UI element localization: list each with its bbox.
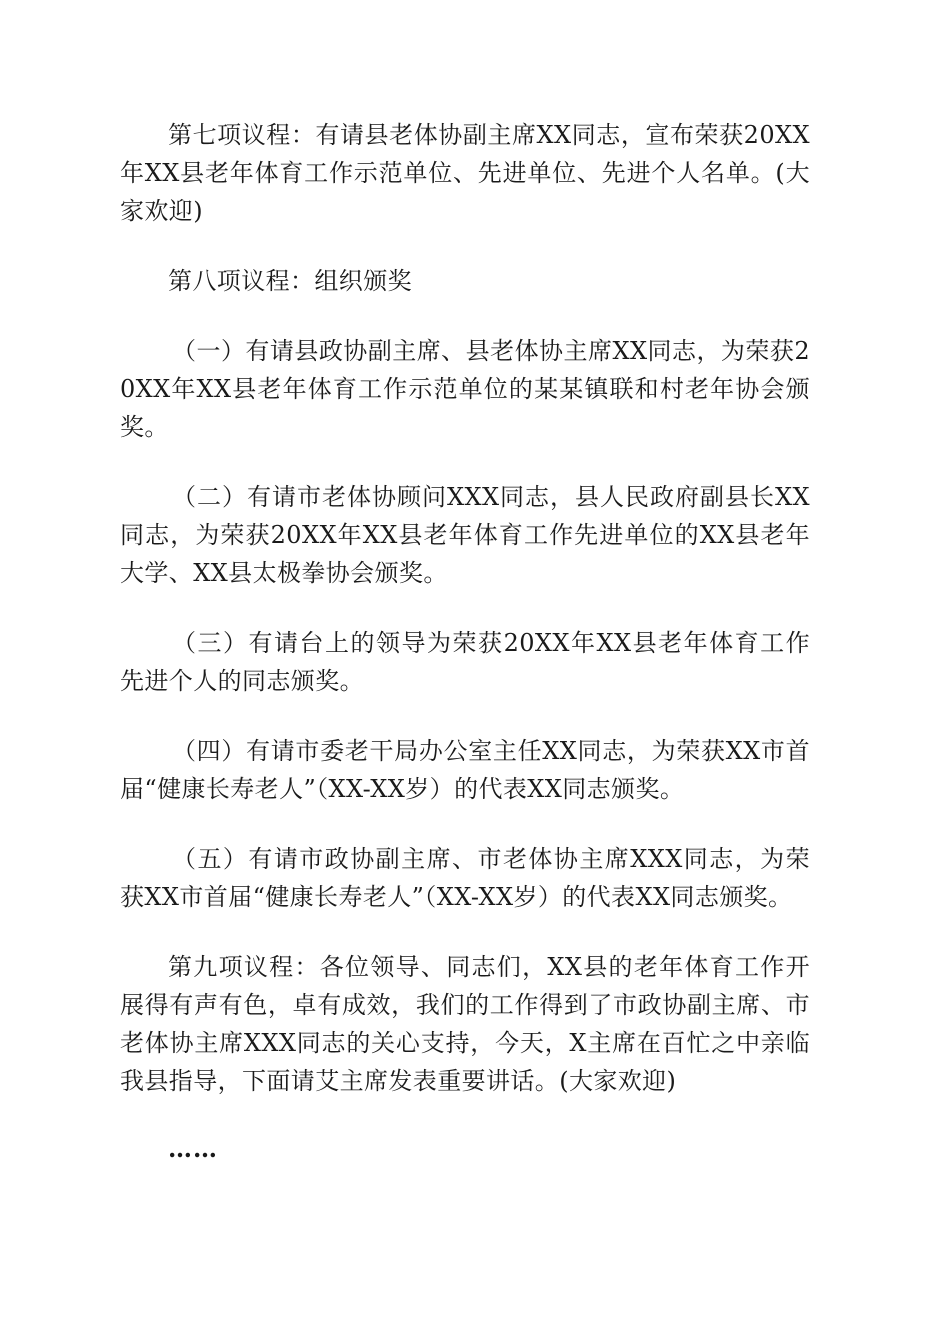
ellipsis: …… (168, 1134, 218, 1163)
agenda-item-8-heading: 第八项议程：组织颁奖 (168, 267, 412, 295)
award-item-4: （四）有请市委老干局办公室主任XX同志，为荣获XX市首届“健康长寿老人”（XX-XX岁）的代表XX同志颁奖。 (120, 737, 810, 803)
award-item-1: （一）有请县政协副主席、县老体协主席XX同志，为荣获20XX年XX县老年体育工作示范单位的某某镇联和村老年协会颁奖。 (120, 337, 810, 441)
document-body (120, 116, 810, 1168)
award-item-5: （五）有请市政协副主席、市老体协主席XXX同志，为荣获XX市首届“健康长寿老人”（XX-XX岁）的代表XX同志颁奖。 (120, 845, 810, 911)
agenda-item-7: 第七项议程：有请县老体协副主席XX同志，宣布荣获20XX年XX县老年体育工作示范单位、先进单位、先进个人名单。(大家欢迎) (120, 121, 810, 225)
agenda-item-9: 第九项议程：各位领导、同志们，XX县的老年体育工作开展得有声有色，卓有成效，我们的工作得到了市政协副主席、市老体协主席XXX同志的关心支持，今天，X主席在百忙之中亲临我县指导，下面请艾主席发表重要讲话。(大家欢迎) (120, 953, 810, 1095)
award-item-2: （二）有请市老体协顾问XXX同志，县人民政府副县长XX同志，为荣获20XX年XX县老年体育工作先进单位的XX县老年大学、XX县太极拳协会颁奖。 (120, 483, 810, 587)
award-item-3: （三）有请台上的领导为荣获20XX年XX县老年体育工作先进个人的同志颁奖。 (120, 629, 810, 695)
